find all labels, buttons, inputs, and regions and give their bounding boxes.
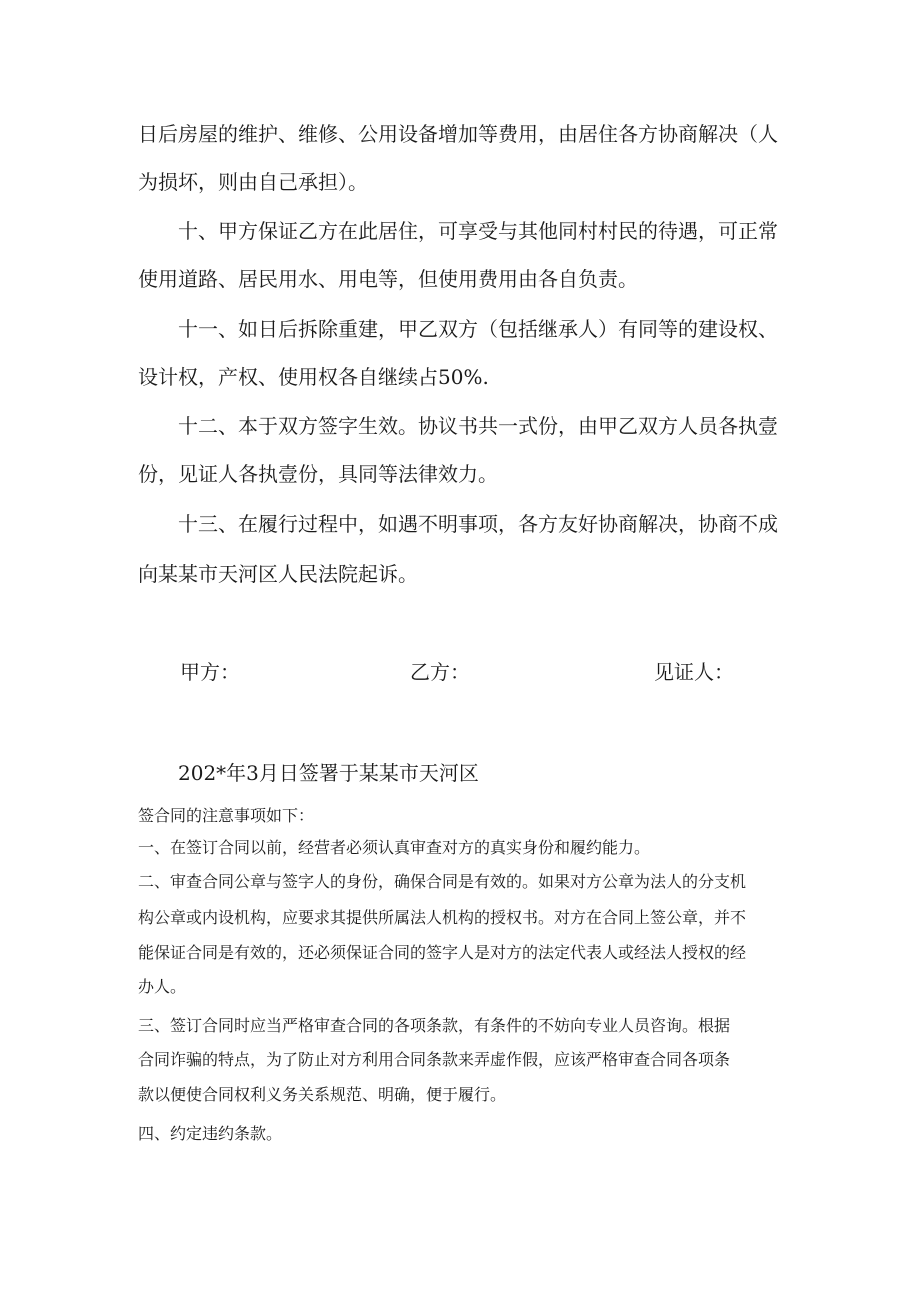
notes-item2-line-3: 能保证合同是有效的，还必须保证合同的签字人是对方的法定代表人或经法人授权的经 <box>138 943 747 962</box>
notes-item2-line-2: 构公章或内设机构，应要求其提供所属法人机构的授权书。对方在合同上签公章，并不 <box>138 908 747 927</box>
notes-item2-line-1: 二、审查合同公章与签字人的身份，确保合同是有效的。如果对方公章为法人的分支机 <box>138 872 747 891</box>
clause12-line-2: 份，见证人各执壹份，具同等法律效力。 <box>138 462 498 486</box>
clause13-line-1: 十三、在履行过程中，如遇不明事项，各方友好协商解决，协商不成 <box>178 512 778 536</box>
clause13-line-2: 向某某市天河区人民法院起诉。 <box>138 562 418 586</box>
clause11-line-2: 设计权，产权、使用权各自继续占50%. <box>138 365 489 389</box>
notes-item3-line-1: 三、签订合同时应当严格审查合同的各项条款，有条件的不妨向专业人员咨询。根据 <box>138 1016 731 1035</box>
clause10-line-2: 使用道路、居民用水、用电等，但使用费用由各自负责。 <box>138 267 638 291</box>
notes-item2-line-4: 办人。 <box>138 977 187 996</box>
clause10-line-1: 十、甲方保证乙方在此居住，可享受与其他同村村民的待遇，可正常 <box>178 219 778 243</box>
clause11-line-1: 十一、如日后拆除重建，甲乙双方（包括继承人）有同等的建设权、 <box>178 317 778 341</box>
witness-signature-label: 见证人： <box>654 660 734 684</box>
clause12-line-1: 十二、本于双方签字生效。协议书共一式份，由甲乙双方人员各执壹 <box>178 414 778 438</box>
notes-heading: 签合同的注意事项如下： <box>138 806 315 825</box>
notes-item4-line-1: 四、约定违约条款。 <box>138 1124 283 1143</box>
notes-item3-line-2: 合同诈骗的特点，为了防止对方利用合同条款来弄虚作假，应该严格审查合同各项条 <box>138 1050 731 1069</box>
signing-date: 202*年3月日签署于某某市天河区 <box>178 761 479 785</box>
party-b-signature-label: 乙方： <box>410 660 470 684</box>
clause9-line-1: 日后房屋的维护、维修、公用设备增加等费用，由居住各方协商解决（人 <box>138 122 778 146</box>
party-a-signature-label: 甲方： <box>180 660 240 684</box>
notes-item1-line-1: 一、在签订合同以前，经营者必须认真审查对方的真实身份和履约能力。 <box>138 838 651 857</box>
notes-item3-line-3: 款以便使合同权利义务关系规范、明确，便于履行。 <box>138 1085 507 1104</box>
clause9-line-2: 为损坏，则由自己承担）。 <box>138 170 368 194</box>
